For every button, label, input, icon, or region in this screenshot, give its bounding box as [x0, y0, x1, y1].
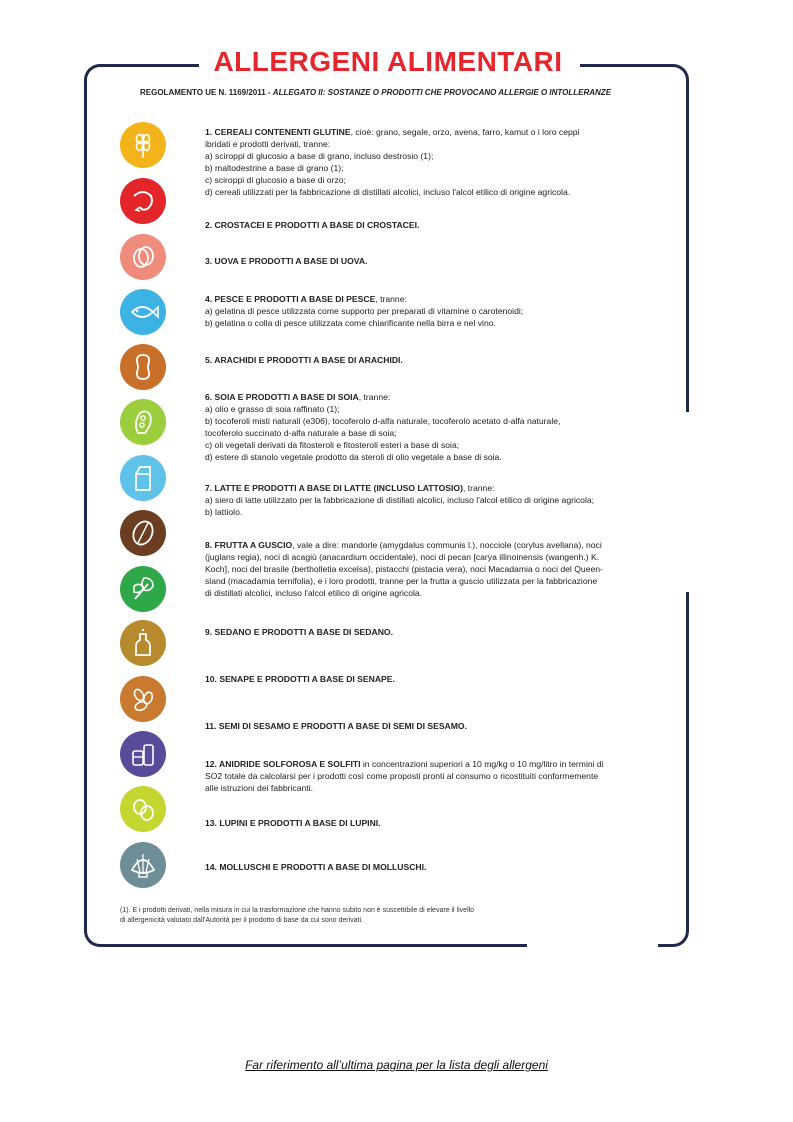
allergen-entry-8: 8. FRUTTA A GUSCIO, vale a dire: mandorle (amygdalus communis l.), nocciole (corylus avellana), noci (juglans regia), noci di acagiù (anacardium occidentale), noci di pecan [carya illinoinensis (wangenh.) K. Koch], noci del brasile (bertholletia excelsa), pistacchi (pistacia vera), noci Macadamia o noci del Queen- sland (macadamia ternifolia), e i loro prodotti, tranne per la frutta a guscio utilizzata per la fabbricazione di distillati alcolici, incluso l'alcol etilico di origine agricola.: [205, 540, 603, 598]
fish-icon: [120, 289, 166, 335]
allergen-entry-3: 3. UOVA E PRODOTTI A BASE DI UOVA.: [205, 256, 368, 266]
celery-icon: [120, 566, 166, 612]
bottom-note: Far riferimento all’ultima pagina per la lista degli allergeni: [245, 1058, 548, 1072]
frame-top-left: [84, 64, 199, 87]
allergen-entry-12: 12. ANIDRIDE SOLFOROSA E SOLFITI in concentrazioni superiori a 10 mg/kg o 10 mg/litro in termini di SO2 totale da calcolarsi per i prodotti così come proposti pronti al consumo o ricostituiti conformemente alle istruzioni dei fabbricanti.: [205, 759, 604, 793]
nut-icon: [120, 510, 166, 556]
allergen-entry-4: 4. PESCE E PRODOTTI A BASE DI PESCE, tranne: a) gelatina di pesce utilizzata come supporto per preparati di vitamine o carotenoidi; b) gelatina o colla di pesce utilizzata come chiarificante nella birra e nel vino.: [205, 294, 524, 328]
shell-icon: [120, 842, 166, 888]
lupin-icon: [120, 786, 166, 832]
frame-left: [84, 80, 87, 928]
allergen-entry-14: 14. MOLLUSCHI E PRODOTTI A BASE DI MOLLUSCHI.: [205, 862, 427, 872]
sulphite-icon: [120, 731, 166, 777]
sesame-icon: [120, 676, 166, 722]
soy-icon: [120, 399, 166, 445]
allergen-entry-5: 5. ARACHIDI E PRODOTTI A BASE DI ARACHIDI.: [205, 355, 403, 365]
annex-label: ALLEGATO II: SOSTANZE O PRODOTTI CHE PROVOCANO ALLERGIE O INTOLLERANZE: [272, 88, 612, 97]
peanut-icon: [120, 344, 166, 390]
subtitle: [140, 88, 660, 97]
egg-icon: [120, 234, 166, 280]
wheat-icon: [120, 122, 166, 168]
allergen-entry-7: 7. LATTE E PRODOTTI A BASE DI LATTE (INCLUSO LATTOSIO), tranne: a) siero di latte utilizzato per la fabbricazione di distillati alcolici, incluso l'alcol etilico di origine agricola; b) lattiolo.: [205, 483, 595, 517]
mustard-icon: [120, 620, 166, 666]
frame-bottom-right: [658, 926, 689, 947]
frame-top-right: [580, 64, 689, 87]
regulation-label: REGOLAMENTO UE N. 1169/2011 -: [140, 88, 273, 97]
frame-bottom: [84, 926, 527, 947]
allergen-entry-11: 11. SEMI DI SESAMO E PRODOTTI A BASE DI SEMI DI SESAMO.: [205, 721, 467, 731]
allergen-entry-9: 9. SEDANO E PRODOTTI A BASE DI SEDANO.: [205, 627, 393, 637]
allergen-entry-6: 6. SOIA E PRODOTTI A BASE DI SOIA, tranne: a) olio e grasso di soia raffinato (1); b) tocoferoli misti naturali (e306), tocoferolo d-alfa naturale, tocoferolo acetato d-alfa naturale, tocoferolo succinato d-alfa naturale a base di soia; c) oli vegetali derivati da fitosteroli e fitosteroli esteri a base di soia; d) estere di stanolo vegetale prodotto da steroli di olio vegetale a base di soia.: [205, 392, 561, 462]
frame-right-bottom: [686, 592, 689, 928]
milk-icon: [120, 455, 166, 501]
allergen-entry-10: 10. SENAPE E PRODOTTI A BASE DI SENAPE.: [205, 674, 395, 684]
shrimp-icon: [120, 178, 166, 224]
frame-right-top: [686, 80, 689, 412]
allergen-entry-13: 13. LUPINI E PRODOTTI A BASE DI LUPINI.: [205, 818, 381, 828]
footnote: (1). E i prodotti derivati, nella misura in cui la trasformazione che hanno subito non è suscettibile di elevare il livello di allergenicità valutato dall'Autorità per il prodotto di base da cui sono derivati.: [120, 907, 475, 924]
page-title: ALLERGENI ALIMENTARI: [213, 46, 563, 77]
allergen-entry-2: 2. CROSTACEI E PRODOTTI A BASE DI CROSTACEI.: [205, 220, 420, 230]
allergen-entry-1: 1. CEREALI CONTENENTI GLUTINE, cioè: grano, segale, orzo, avena, farro, kamut o i loro ceppi ibridati e prodotti derivati, tranne: a) sciroppi di glucosio a base di grano, incluso destrosio (1); b) maltodestrine a base di grano (1); c) sciroppi di glucosio a base di orzo; d) cereali utilizzati per la fabbricazione di distillati alcolici, incluso l'alcol etilico di origine agricola.: [205, 127, 580, 197]
